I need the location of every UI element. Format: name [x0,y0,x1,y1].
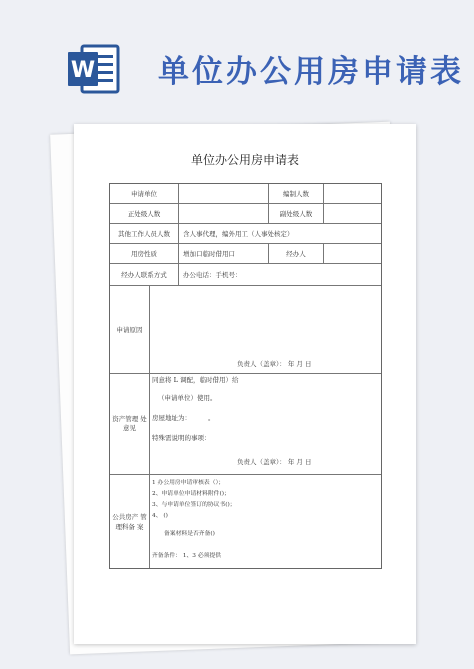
svg-text:W: W [70,58,96,83]
asset-dept-line-3-end: 。 [208,414,215,422]
asset-dept-line-3: 房屋地址为： [152,414,191,422]
row-public-property-filing [110,474,381,568]
staff-quota-label: 编制人数 [268,184,323,203]
handler-label: 经办人 [268,244,323,263]
reason-label: 申请原因 [116,326,143,334]
deputy-head-count-label: 副处级人数 [268,204,323,223]
row-asset-dept-opinion [110,373,381,474]
filing-item-1: 1 办公用房申请审核表（）； [152,480,225,486]
row-reason [110,285,381,373]
document-page [74,124,416,644]
application-form-table [109,183,382,569]
usage-type-options: 增加口临时借用口 [178,244,268,263]
asset-dept-line-1: 同意将 L 调配，临时借用）给 [152,376,239,384]
banner [0,0,474,110]
applicant-unit-value [178,184,268,203]
applicant-unit-label: 申请单位 [131,190,157,198]
handler-value [323,244,381,263]
filing-conditions: 齐备条件： 1、3 必须提供 [152,553,222,559]
asset-dept-line-2: （申请单位）使用。 [158,394,217,402]
filing-item-2: 2、申请单位申请材料附件()； [152,491,230,497]
reason-content [149,286,381,373]
division-head-count-label: 正处级人数 [127,210,161,218]
asset-dept-line-4: 特殊需说明的事项： [152,434,211,442]
row-handler-contact [110,263,381,285]
asset-dept-content [149,374,381,474]
row-other-staff [110,223,381,243]
asset-dept-signature-line: 负责人（盖章）： 年 月 日 [237,458,312,466]
filing-item-4: 4、 () [152,513,168,519]
division-head-count-value [178,204,268,223]
handler-contact-value: 办公电话：手机号： [178,264,381,285]
banner-title: 单位办公用房申请表 [158,54,464,90]
row-usage-type [110,243,381,263]
other-staff-note: 含人事代理，编外用工（人事处核定） [178,224,381,243]
filing-completeness: 备案材料是否齐备() [164,531,215,537]
public-property-content [149,475,381,568]
deputy-head-count-value [323,204,381,223]
reason-signature-line: 负责人（盖章）： 年 月 日 [237,360,312,368]
row-applicant [110,184,381,203]
usage-type-label: 用房性质 [131,250,157,258]
public-property-label: 公共房产 管理科备 案 [112,512,147,531]
row-rank-counts [110,203,381,223]
other-staff-label: 其他工作人员人数 [118,230,170,238]
word-app-icon [68,44,120,94]
asset-dept-label: 资产管理 处意见 [112,415,147,432]
document-title: 单位办公用房申请表 [190,153,299,167]
handler-contact-label: 经办人联系方式 [121,271,167,279]
staff-quota-value [323,184,381,203]
filing-item-3: 3、与申请单位签订的协议书()； [152,502,236,508]
